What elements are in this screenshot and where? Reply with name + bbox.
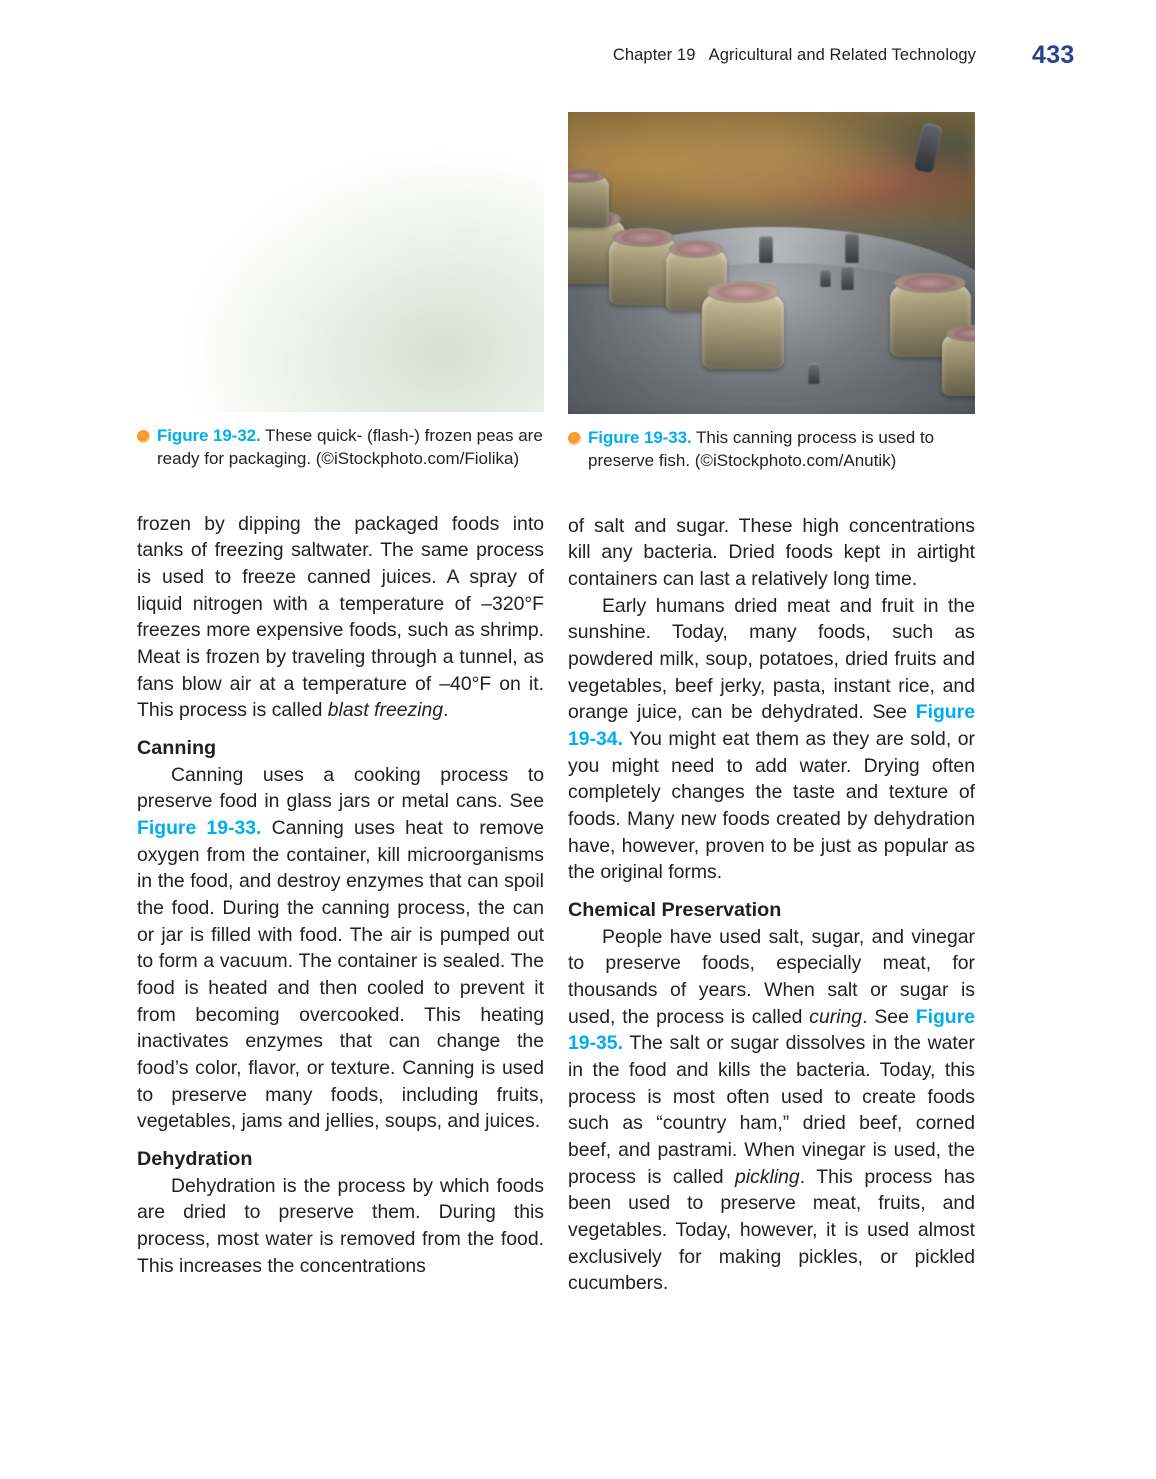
heading-canning: Canning xyxy=(137,736,217,759)
canning-process-photo xyxy=(568,112,975,414)
chemical-part3: The salt or sugar dissolves in the water in the food and kills the bacteria. Today, this process is most often used to create foods such as “country ham,” dried beef, corned beef, and pastrami. When vinegar is used, the process is called xyxy=(568,1032,975,1188)
canning-text-part2: Canning uses heat to remove oxygen from the container, kill microorganisms in the food, and destroy enzymes that can spoil the food. During the canning process, the can or jar is filled with food. The air is pumped out to form a vacuum. The container is sealed. The food is heated and then cooled to prevent it from becoming overcooked. This heating inactivates enzymes that can change the food’s color, flavor, or texture. Canning is used to preserve many foods, including fruits, vegetables, jams and jellies, soups, and juices. xyxy=(137,816,544,1133)
figure-19-32-label: Figure 19-32. xyxy=(157,426,261,445)
paragraph-canning xyxy=(137,762,544,1135)
paragraph-early-humans xyxy=(568,593,975,886)
right-column xyxy=(568,112,975,1297)
term-blast-freezing: blast freezing xyxy=(327,699,444,722)
chemical-part1: People have used salt, sugar, and vinegar to preserve foods, especially meat, for thousands of years. When salt or sugar is used, the process is called xyxy=(568,925,975,1028)
figure-19-32-caption-text: These quick- (flash-) frozen peas are ready for packaging. (©iStockphoto.com/Fiolika) xyxy=(157,426,543,468)
left-column xyxy=(137,112,544,1279)
heading-chemical-preservation: Chemical Preservation xyxy=(568,898,782,921)
heading-dehydration: Dehydration xyxy=(137,1148,253,1171)
canning-text-part1: Canning uses a cooking process to preserve food in glass jars or metal cans. See xyxy=(137,763,544,813)
figure-reference-19-34[interactable]: Figure 19-34. xyxy=(568,701,975,750)
running-head-title: Chapter 19 Agricultural and Related Technology xyxy=(612,46,976,64)
orange-dot-icon xyxy=(137,430,150,443)
right-column-body xyxy=(568,513,975,1298)
canning-photo-overlay xyxy=(568,112,975,414)
early-humans-part2: You might eat them as they are sold, or you might need to add water. Drying often completely changes the taste and texture of foods. Many new foods created by dehydration have, however, proven to be just as popular as the original forms. xyxy=(568,727,975,884)
para-text-part2: . xyxy=(443,699,449,722)
figure-reference-19-33[interactable]: Figure 19-33. xyxy=(137,816,262,839)
paragraph-chemical-preservation xyxy=(568,924,975,1297)
term-curing: curing xyxy=(809,1005,863,1028)
page-number: 433 xyxy=(1032,41,1075,69)
peas-shading xyxy=(137,112,544,412)
paragraph-salt-sugar-continued: of salt and sugar. These high concentrations kill any bacteria. Dried foods kept in airtight containers can last a relatively long time. xyxy=(568,514,975,590)
para-text-part1: frozen by dipping the packaged foods into tanks of freezing saltwater. The same process is used to freeze canned juices. A spray of liquid nitrogen with a temperature of –320°F freezes more expensive foods, such as shrimp. Meat is frozen by traveling through a tunnel, as fans blow air at a temperature of –40°F on it. This process is called xyxy=(137,512,544,722)
early-humans-part1: Early humans dried meat and fruit in the sunshine. Today, many foods, such as powdered milk, soup, potatoes, dried fruits and vegetables, beef jerky, pasta, instant rice, and orange juice, can be dehydrated. See xyxy=(568,594,975,724)
chemical-part2: . See xyxy=(862,1005,916,1028)
figure-19-32 xyxy=(137,112,544,471)
paragraph-frozen-continued xyxy=(137,511,544,724)
frozen-peas-photo xyxy=(137,112,544,412)
page-header xyxy=(0,41,1156,76)
figure-19-33 xyxy=(568,112,975,473)
figure-19-33-label: Figure 19-33. xyxy=(588,428,692,447)
figure-reference-19-35[interactable]: Figure 19-35. xyxy=(568,1005,975,1055)
chemical-part4: . This process has been used to preserve meat, fruits, and vegetables. Today, however, it is used almost exclusively for making pickles, or pickled cucumbers. xyxy=(568,1165,975,1295)
figure-19-33-caption-text: This canning process is used to preserve fish. (©iStockphoto.com/Anutik) xyxy=(588,428,935,470)
left-column-body xyxy=(137,511,544,1280)
figure-19-33-caption xyxy=(568,427,975,473)
figure-19-32-caption xyxy=(137,425,544,471)
term-pickling: pickling xyxy=(735,1165,800,1188)
paragraph-dehydration: Dehydration is the process by which foods are dried to preserve them. During this process, most water is removed from the food. This increases the concentrations xyxy=(137,1174,544,1277)
orange-dot-icon xyxy=(568,432,581,445)
